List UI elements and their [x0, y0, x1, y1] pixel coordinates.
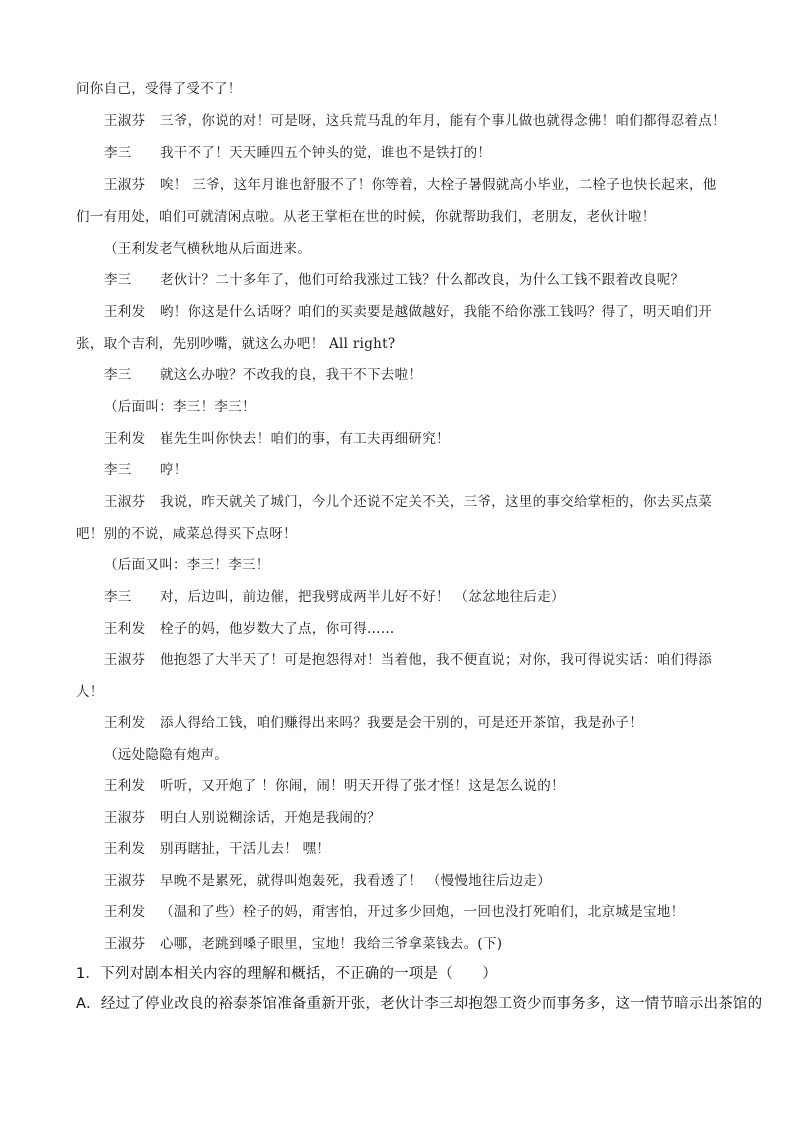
- script-line: [104, 777, 565, 795]
- speaker-name: 王利发: [104, 304, 146, 320]
- speaker-name: 王淑芬: [104, 936, 146, 952]
- line-text: 添人得给工钱，咱们赚得出来吗？我要是会干别的，可是还开茶馆，我是孙子！: [160, 715, 643, 731]
- speaker-name: 王淑芬: [104, 873, 146, 889]
- script-line: [76, 683, 104, 701]
- speaker-name: 王淑芬: [104, 810, 146, 826]
- script-line: [104, 651, 712, 669]
- script-line: [76, 80, 242, 98]
- script-line: [104, 588, 565, 606]
- line-text: 哟！你这是什么话呀？咱们的买卖要是越做越好，我能不给你涨工钱吗？得了，明天咱们开: [160, 304, 712, 320]
- script-line: [76, 208, 656, 226]
- line-text: （温和了些）栓子的妈，甭害怕，开过多少回炮，一回也没打死咱们，北京城是宝地！: [160, 904, 685, 920]
- speaker-name: 李三: [104, 367, 132, 383]
- speaker-name: 王淑芬: [104, 494, 146, 510]
- speaker-name: 王淑芬: [104, 113, 146, 129]
- script-line: [104, 144, 491, 162]
- script-line: [104, 935, 502, 953]
- line-text: 问你自己，受得了受不了！: [76, 81, 242, 97]
- stage-direction: [104, 398, 256, 416]
- script-line: [104, 112, 726, 130]
- line-text: 别再瞎扯，干活儿去！ 嘿！: [160, 841, 331, 857]
- script-line: [76, 525, 297, 543]
- script-line: [76, 335, 395, 353]
- script-line: [104, 366, 422, 384]
- speaker-name: 王利发: [104, 431, 146, 447]
- line-text: 对，后边叫，前边催，把我劈成两半儿好不好！ （忿忿地往后走）: [160, 589, 565, 605]
- speaker-name: 李三: [104, 272, 132, 288]
- line-text: 他抱怨了大半天了！可是抱怨得对！当着他，我不便直说；对你，我可得说实话：咱们得添: [160, 652, 712, 668]
- line-text: 们一有用处，咱们可就清闲点啦。从老王掌柜在世的时候，你就帮助我们，老朋友，老伙计啦！: [76, 209, 656, 225]
- line-text: 张，取个吉利，先别吵嘴，就这么办吧！ All right?: [76, 336, 396, 352]
- speaker-name: 王淑芬: [104, 652, 146, 668]
- line-text: （王利发老气横秋地从后面进来。: [104, 241, 311, 257]
- line-text: 唉！ 三爷，这年月谁也舒服不了！你等着，大栓子暑假就高小毕业，二栓子也快长起来，他: [160, 177, 717, 193]
- stage-direction: [104, 556, 270, 574]
- line-text: 我干不了！天天睡四五个钟头的觉，谁也不是铁打的！: [160, 145, 492, 161]
- question-option-a: A．经过了停业改良的裕泰茶馆准备重新开张，老伙计李三却抱怨工资少而事务多，这一情节暗示出茶馆的: [76, 996, 763, 1012]
- line-text: 心哪，老跳到嗓子眼里，宝地！我给三爷拿菜钱去。(下): [160, 936, 503, 952]
- question-stem: 1．下列对剧本相关内容的理解和概括，不正确的一项是（ ）: [76, 966, 498, 982]
- script-line: [104, 903, 684, 921]
- script-line: [104, 303, 712, 321]
- script-line: [104, 493, 712, 511]
- script-line: [104, 620, 395, 638]
- speaker-name: 李三: [104, 462, 132, 478]
- script-line: [104, 271, 684, 289]
- line-text: 听听，又开炮了 ！你闹，闹！明天开得了张才怪！这是怎么说的！: [160, 778, 565, 794]
- line-text: 人！: [76, 684, 104, 700]
- speaker-name: 王利发: [104, 841, 146, 857]
- stage-direction: [104, 240, 311, 258]
- line-text: 明白人别说糊涂话，开炮是我闹的？: [160, 810, 381, 826]
- line-text: 吧！别的不说，咸菜总得买下点呀！: [76, 526, 297, 542]
- script-line: [104, 809, 381, 827]
- speaker-name: 李三: [104, 589, 132, 605]
- speaker-name: 王利发: [104, 715, 146, 731]
- line-text: 我说，昨天就关了城门，今儿个还说不定关不关，三爷，这里的事交给掌柜的，你去买点菜: [160, 494, 712, 510]
- script-line: [104, 872, 551, 890]
- line-text: 哼！: [160, 462, 188, 478]
- line-text: 早晚不是累死，就得叫炮轰死，我看透了！ （慢慢地往后边走）: [160, 873, 551, 889]
- line-text: （后面又叫：李三！李三！: [104, 557, 270, 573]
- line-text: 三爷，你说的对！可是呀，这兵荒马乱的年月，能有个事儿做也就得念佛！咱们都得忍着点！: [160, 113, 726, 129]
- line-text: 崔先生叫你快去！咱们的事，有工夫再细研究！: [160, 431, 450, 447]
- script-line: [104, 430, 450, 448]
- line-text: 老伙计？二十多年了，他们可给我涨过工钱？什么都改良，为什么工钱不跟着改良呢？: [160, 272, 685, 288]
- speaker-name: 李三: [104, 145, 132, 161]
- line-text: 就这么办啦？不改我的良，我干不下去啦！: [160, 367, 423, 383]
- script-line: [104, 714, 643, 732]
- script-line: [104, 461, 188, 479]
- stage-direction: [104, 746, 228, 764]
- line-text: （后面叫：李三！李三！: [104, 399, 256, 415]
- script-line: [104, 840, 330, 858]
- speaker-name: 王利发: [104, 778, 146, 794]
- line-text: （远处隐隐有炮声。: [104, 747, 229, 763]
- script-line: [104, 176, 717, 194]
- speaker-name: 王淑芬: [104, 177, 146, 193]
- speaker-name: 王利发: [104, 621, 146, 637]
- line-text: 栓子的妈，他岁数大了点，你可得……: [160, 621, 395, 637]
- speaker-name: 王利发: [104, 904, 146, 920]
